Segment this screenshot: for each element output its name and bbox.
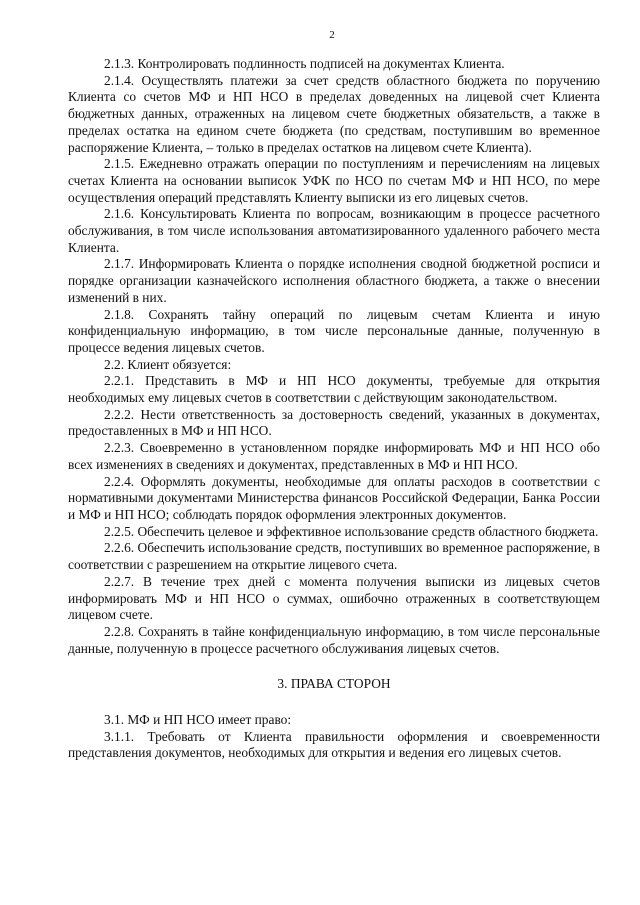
clause-2-1-8: 2.1.8. Сохранять тайну операций по лицевым счетам Клиента и иную конфиденциальную информацию, в том числе персональные данные, полученную в процессе ведения лицевых счетов. xyxy=(68,306,600,355)
clause-2-1-7: 2.1.7. Информировать Клиента о порядке исполнения сводной бюджетной росписи и порядке организации казначейского исполнения областного бюджета, а также о внесении изменений в них. xyxy=(68,256,600,305)
clause-3-1-1: 3.1.1. Требовать от Клиента правильности оформления и своевременности представления документов, необходимых для открытия и ведения его лицевых счетов. xyxy=(68,728,600,761)
clause-2-1-4: 2.1.4. Осуществлять платежи за счет средств областного бюджета по поручению Клиента со счетов МФ и НП НСО в пределах доведенных на лицевой счет Клиента бюджетных данных, отраженных на лицевом счете бюджетных обязательств, а также в пределах остатка на едином счете бюджета (по средствам, поступившим во временное распоряжение Клиента, – только в пределах остатков на лицевом счете Клиента). xyxy=(68,72,600,155)
clause-2-2: 2.2. Клиент обязуется: xyxy=(104,356,232,372)
document-page xyxy=(68,28,600,762)
page-number: 2 xyxy=(329,29,335,41)
clause-2-1-6: 2.1.6. Консультировать Клиента по вопросам, возникающим в процессе расчетного обслуживания, в том числе использования автоматизированного удаленного рабочего места Клиента. xyxy=(68,206,600,255)
clause-2-2-8: 2.2.8. Сохранять в тайне конфиденциальную информацию, в том числе персональные данные, полученную в процессе расчетного обслуживания лицевых счетов. xyxy=(68,623,600,656)
section-title: 3. ПРАВА СТОРОН xyxy=(277,676,391,692)
clause-2-2-2: 2.2.2. Нести ответственность за достоверность сведений, указанных в документах, предоставленных в МФ и НП НСО. xyxy=(68,406,600,439)
clause-2-2-7: 2.2.7. В течение трех дней с момента получения выписки из лицевых счетов информировать МФ и НП НСО о суммах, ошибочно отраженных в соответствующем лицевом счете. xyxy=(68,573,600,623)
clause-2-2-6: 2.2.6. Обеспечить использование средств, поступивших во временное распоряжение, в соответствии с разрешением на открытие лицевого счета. xyxy=(68,540,600,573)
clause-2-2-3: 2.2.3. Своевременно в установленном порядке информировать МФ и НП НСО обо всех изменениях в сведениях и документах, представленных в МФ и НП НСО. xyxy=(68,440,600,472)
clause-2-2-4: 2.2.4. Оформлять документы, необходимые для оплаты расходов в соответствии с нормативными документами Министерства финансов Российской Федерации, Банка России и МФ и НП НСО; соблюдать порядок оформления электронных документов. xyxy=(68,473,600,522)
clause-2-1-3: 2.1.3. Контролировать подлинность подписей на документах Клиента. xyxy=(104,56,505,71)
clause-2-1-5: 2.1.5. Ежедневно отражать операции по поступлениям и перечислениям на лицевых счетах Клиента на основании выписок УФК по НСО по счетам МФ и НП НСО, по мере осуществления операций представлять Клиенту выписки из его лицевых счетов. xyxy=(68,156,600,205)
clause-2-2-5: 2.2.5. Обеспечить целевое и эффективное использование средств областного бюджета. xyxy=(104,523,599,539)
clause-3-1: 3.1. МФ и НП НСО имеет право: xyxy=(104,712,292,728)
clause-2-2-1: 2.2.1. Представить в МФ и НП НСО документы, требуемые для открытия необходимых ему лицевых счетов в соответствии с действующим законодательством. xyxy=(68,373,600,406)
